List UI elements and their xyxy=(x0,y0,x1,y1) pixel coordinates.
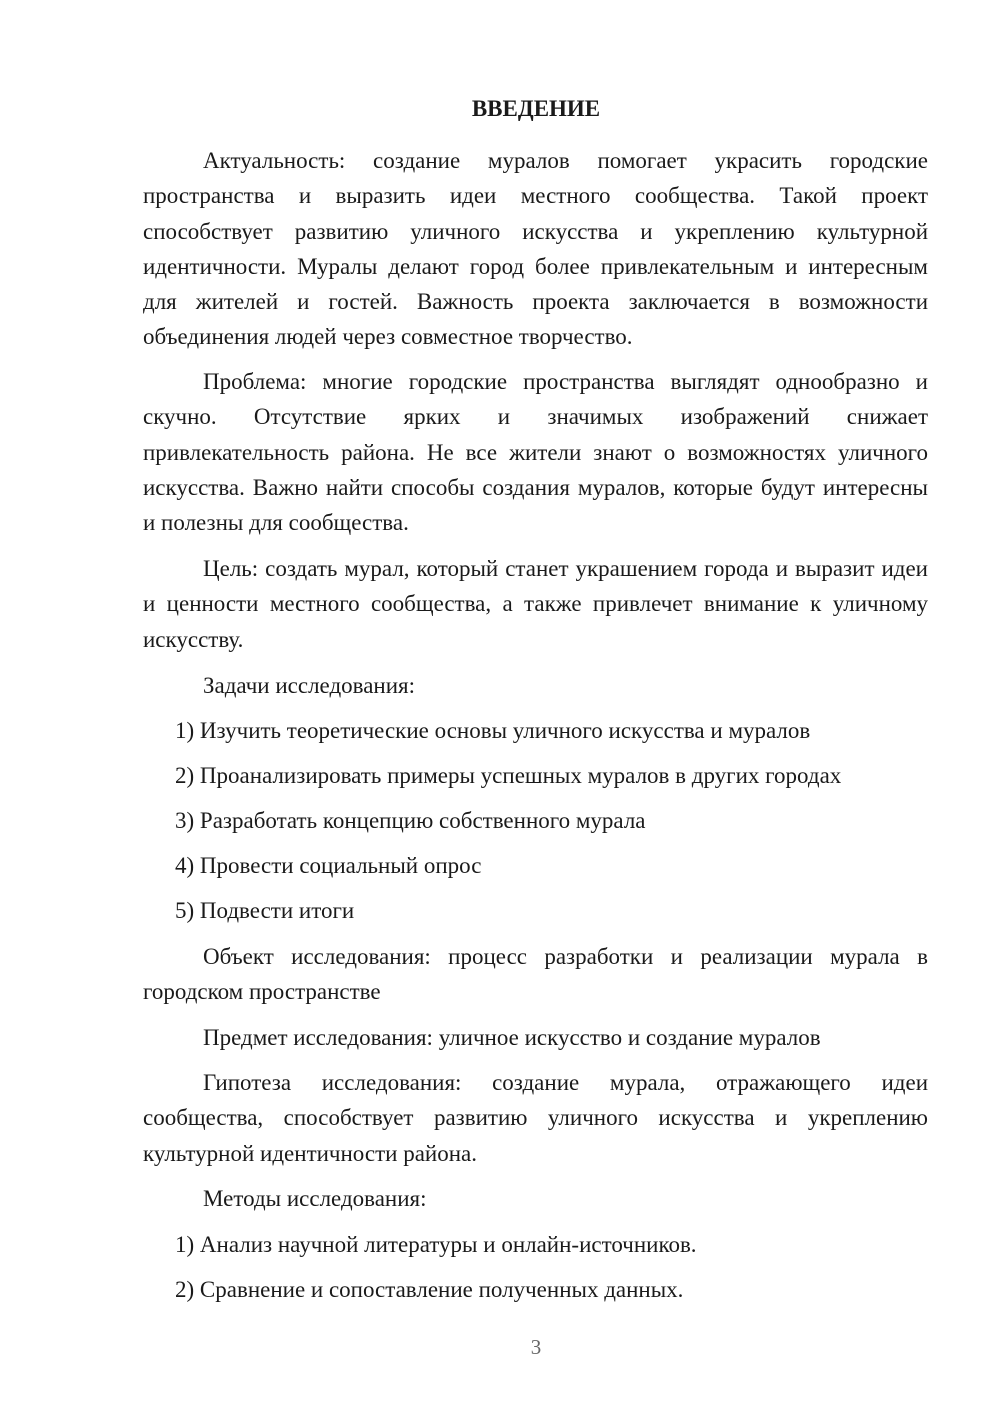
hypothesis-text: Гипотеза исследования: создание мурала, отражающего идеи сообщества, способствует развитию уличного искусства и укреплению культурной идентичности района. xyxy=(143,1070,928,1166)
list-item: 1) Изучить теоретические основы уличного искусства и муралов xyxy=(175,718,811,743)
tasks-heading-block xyxy=(143,668,928,703)
problem-paragraph xyxy=(143,364,928,540)
list-item: 2) Сравнение и сопоставление полученных данных. xyxy=(175,1277,684,1302)
relevance-paragraph xyxy=(143,143,928,355)
list-item: 5) Подвести итоги xyxy=(175,898,355,923)
problem-text: Проблема: многие городские пространства выглядят однообразно и скучно. Отсутствие ярких и значимых изображений снижает привлекательность района. Не все жители знают о возможностях уличного искусства. Важно найти способы создания муралов, которые будут интересны и полезны для сообщества. xyxy=(143,369,928,536)
subject-paragraph xyxy=(143,1020,928,1055)
list-item: 2) Проанализировать примеры успешных муралов в других городах xyxy=(175,763,842,788)
object-paragraph xyxy=(143,939,928,1010)
object-text: Объект исследования: процесс разработки и реализации мурала в городском пространстве xyxy=(143,944,928,1005)
relevance-text: Актуальность: создание муралов помогает украсить городские пространства и выразить идеи местного сообщества. Такой проект способствует развитию уличного искусства и укреплению культурной идентичности. Муралы делают город более привлекательным и интересным для жителей и гостей. Важность проекта заключается в возможности объединения людей через совместное творчество. xyxy=(143,148,928,350)
hypothesis-paragraph xyxy=(143,1065,928,1171)
list-item: 4) Провести социальный опрос xyxy=(175,853,482,878)
tasks-list xyxy=(143,713,928,928)
methods-list xyxy=(143,1227,928,1307)
methods-heading: Методы исследования: xyxy=(203,1186,427,1211)
list-item: 1) Анализ научной литературы и онлайн-источников. xyxy=(175,1232,697,1257)
page-title: ВВЕДЕНИЕ xyxy=(471,96,601,121)
methods-heading-block xyxy=(143,1181,928,1216)
goal-text: Цель: создать мурал, который станет украшением города и выразит идеи и ценности местного сообщества, а также привлечет внимание к уличному искусству. xyxy=(143,556,928,652)
goal-paragraph xyxy=(143,551,928,657)
subject-text: Предмет исследования: уличное искусство и создание муралов xyxy=(203,1025,821,1050)
page-number: 3 xyxy=(530,1335,542,1359)
tasks-heading: Задачи исследования: xyxy=(203,673,416,698)
list-item: 3) Разработать концепцию собственного мурала xyxy=(175,808,646,833)
